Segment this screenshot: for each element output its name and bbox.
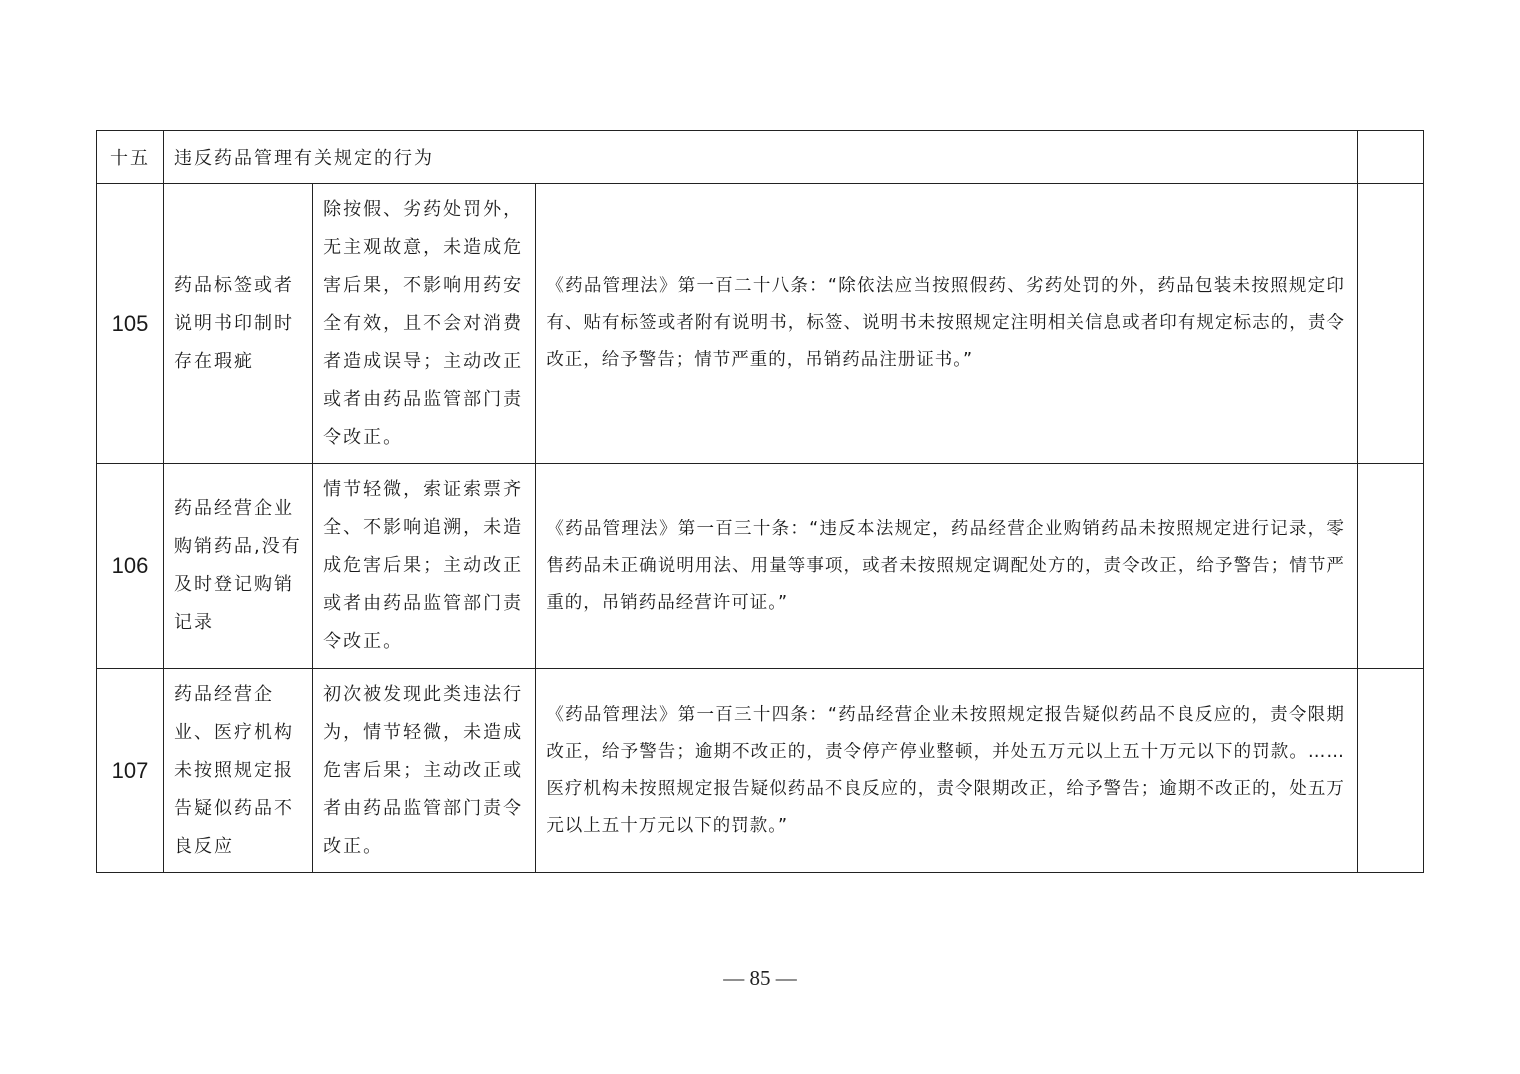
legal-basis: 《药品管理法》第一百三十四条：“药品经营企业未按照规定报告疑似药品不良反应的，责令限期改正，给予警告；逾期不改正的，责令停产停业整顿，并处五万元以上五十万元以下的罚款。……医疗机构未按照规定报告疑似药品不良反应的，责令限期改正，给予警告；逾期不改正的，处五万元以上五十万元以下的罚款。” bbox=[536, 669, 1358, 873]
table-row bbox=[97, 669, 1424, 873]
violation-name: 药品标签或者说明书印制时存在瑕疵 bbox=[164, 184, 313, 464]
section-number: 十五 bbox=[97, 131, 164, 184]
regulation-table bbox=[96, 130, 1424, 873]
table-row bbox=[97, 184, 1424, 464]
exemption-condition: 情节轻微，索证索票齐全、不影响追溯，未造成危害后果；主动改正或者由药品监管部门责令改正。 bbox=[313, 464, 536, 669]
table-row bbox=[97, 464, 1424, 669]
item-number: 107 bbox=[97, 669, 164, 873]
empty-cell bbox=[1357, 131, 1423, 184]
exemption-condition: 除按假、劣药处罚外，无主观故意，未造成危害后果，不影响用药安全有效，且不会对消费者造成误导；主动改正或者由药品监管部门责令改正。 bbox=[313, 184, 536, 464]
violation-name: 药品经营企业、医疗机构未按照规定报告疑似药品不良反应 bbox=[164, 669, 313, 873]
section-title: 违反药品管理有关规定的行为 bbox=[164, 131, 1358, 184]
page-number: — 85 — bbox=[723, 966, 797, 990]
legal-basis: 《药品管理法》第一百三十条：“违反本法规定，药品经营企业购销药品未按照规定进行记录，零售药品未正确说明用法、用量等事项，或者未按照规定调配处方的，责令改正，给予警告；情节严重的，吊销药品经营许可证。” bbox=[536, 464, 1358, 669]
empty-cell bbox=[1357, 464, 1423, 669]
violation-name: 药品经营企业购销药品,没有及时登记购销记录 bbox=[164, 464, 313, 669]
section-header-row bbox=[97, 131, 1424, 184]
exemption-condition: 初次被发现此类违法行为，情节轻微，未造成危害后果；主动改正或者由药品监管部门责令改正。 bbox=[313, 669, 536, 873]
empty-cell bbox=[1357, 184, 1423, 464]
legal-basis: 《药品管理法》第一百二十八条：“除依法应当按照假药、劣药处罚的外，药品包装未按照规定印有、贴有标签或者附有说明书，标签、说明书未按照规定注明相关信息或者印有规定标志的，责令改正，给予警告；情节严重的，吊销药品注册证书。” bbox=[536, 184, 1358, 464]
empty-cell bbox=[1357, 669, 1423, 873]
item-number: 105 bbox=[97, 184, 164, 464]
item-number: 106 bbox=[97, 464, 164, 669]
